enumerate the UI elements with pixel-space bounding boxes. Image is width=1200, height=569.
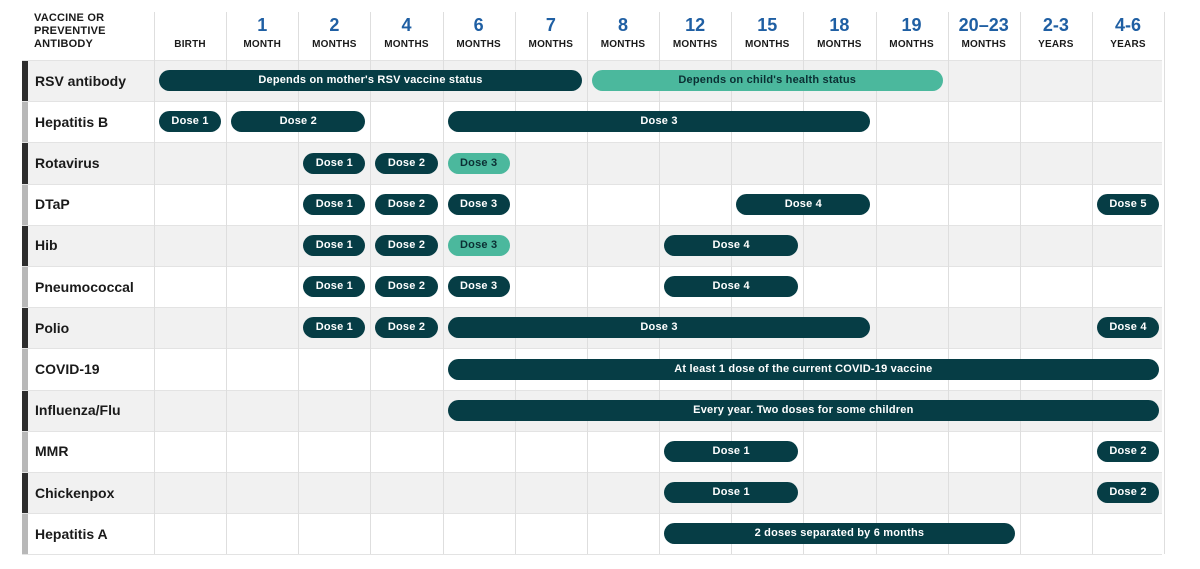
column-divider bbox=[226, 12, 227, 554]
vaccine-name: COVID-19 bbox=[35, 361, 100, 377]
age-column-header bbox=[587, 14, 659, 51]
dose-pill[interactable]: Dose 1 bbox=[303, 153, 365, 174]
vaccine-name: DTaP bbox=[35, 196, 70, 213]
row-divider bbox=[22, 513, 1162, 514]
age-number: 6 bbox=[473, 15, 484, 35]
row-marker bbox=[22, 225, 28, 266]
dose-pill[interactable]: Dose 1 bbox=[303, 194, 365, 215]
age-unit: BIRTH bbox=[174, 39, 206, 50]
column-divider bbox=[876, 12, 877, 554]
schedule-row bbox=[22, 225, 1162, 266]
dose-pill[interactable]: Dose 2 bbox=[375, 194, 437, 215]
age-number: 18 bbox=[829, 15, 850, 35]
vaccine-name: Hepatitis B bbox=[35, 113, 109, 130]
age-unit: MONTHS bbox=[744, 39, 790, 50]
row-divider bbox=[22, 142, 1162, 143]
age-unit: MONTHS bbox=[312, 39, 357, 50]
dose-pill[interactable]: Dose 2 bbox=[375, 276, 437, 297]
dose-pill[interactable]: Dose 3 bbox=[448, 235, 510, 256]
row-divider bbox=[22, 225, 1162, 226]
schedule-row bbox=[22, 142, 1162, 183]
row-marker bbox=[22, 513, 28, 554]
row-divider bbox=[22, 266, 1162, 267]
age-unit: MONTHS bbox=[889, 39, 934, 50]
vaccine-name: Chickenpox bbox=[35, 484, 115, 501]
age-unit: MONTHS bbox=[384, 39, 429, 50]
dose-pill[interactable]: 2 doses separated by 6 months bbox=[664, 523, 1015, 544]
dose-pill[interactable]: Dose 1 bbox=[159, 111, 221, 132]
dose-pill[interactable]: Dose 4 bbox=[1097, 317, 1159, 338]
age-unit: MONTHS bbox=[456, 39, 501, 50]
age-number: 4 bbox=[401, 15, 412, 35]
dose-pill[interactable]: Dose 3 bbox=[448, 317, 871, 338]
dose-pill[interactable]: Dose 4 bbox=[664, 235, 798, 256]
dose-pill[interactable]: Dose 2 bbox=[375, 153, 437, 174]
dose-pill[interactable]: Dose 1 bbox=[664, 441, 798, 462]
dose-pill[interactable]: Dose 3 bbox=[448, 276, 510, 297]
age-unit: MONTHS bbox=[672, 39, 718, 50]
age-column-header bbox=[515, 14, 587, 51]
age-unit: MONTHS bbox=[817, 39, 862, 50]
dose-pill[interactable]: Dose 4 bbox=[736, 194, 870, 215]
column-divider bbox=[154, 12, 155, 554]
age-column-header bbox=[803, 14, 875, 51]
row-marker bbox=[22, 60, 28, 101]
row-divider bbox=[22, 431, 1162, 432]
age-unit: YEARS bbox=[1038, 39, 1074, 50]
row-marker bbox=[22, 142, 28, 183]
age-number: 15 bbox=[757, 15, 778, 35]
column-divider bbox=[515, 12, 516, 554]
vaccine-name: MMR bbox=[35, 443, 69, 460]
dose-pill[interactable]: Dose 4 bbox=[664, 276, 798, 297]
row-divider bbox=[22, 60, 1162, 61]
age-unit: MONTHS bbox=[600, 39, 646, 50]
dose-pill[interactable]: Dose 3 bbox=[448, 153, 510, 174]
row-marker bbox=[22, 390, 28, 431]
age-number: 8 bbox=[617, 15, 628, 35]
age-column-header bbox=[948, 14, 1020, 51]
dose-pill[interactable]: Depends on mother's RSV vaccine status bbox=[159, 70, 582, 91]
row-divider bbox=[22, 184, 1162, 185]
vaccine-name: Hepatitis A bbox=[35, 525, 108, 542]
column-divider bbox=[803, 12, 804, 554]
age-number: 12 bbox=[685, 15, 706, 35]
schedule-row bbox=[22, 184, 1162, 225]
dose-pill[interactable]: Dose 1 bbox=[303, 276, 365, 297]
row-marker bbox=[22, 307, 28, 348]
dose-pill[interactable]: Dose 5 bbox=[1097, 194, 1159, 215]
column-divider bbox=[659, 12, 660, 554]
column-divider bbox=[370, 12, 371, 554]
dose-pill[interactable]: Every year. Two doses for some children bbox=[448, 400, 1160, 421]
age-column-header bbox=[731, 14, 803, 51]
dose-pill[interactable]: Depends on child's health status bbox=[592, 70, 943, 91]
column-divider bbox=[1092, 12, 1093, 554]
column-divider bbox=[587, 12, 588, 554]
column-divider bbox=[1164, 12, 1165, 554]
vaccine-name: Influenza/Flu bbox=[35, 402, 121, 419]
row-divider bbox=[22, 307, 1162, 308]
vaccine-name: RSV antibody bbox=[35, 72, 127, 89]
vaccine-name: Hib bbox=[35, 237, 58, 254]
age-column-header bbox=[1092, 14, 1164, 51]
vaccine-name: Polio bbox=[35, 319, 70, 336]
row-marker bbox=[22, 431, 28, 472]
age-column-header bbox=[1020, 14, 1092, 51]
age-number: 2-3 bbox=[1042, 15, 1069, 35]
dose-pill[interactable]: Dose 3 bbox=[448, 111, 871, 132]
age-number: 20–23 bbox=[958, 15, 1009, 35]
row-divider bbox=[22, 101, 1162, 102]
dose-pill[interactable]: Dose 2 bbox=[375, 235, 437, 256]
row-divider bbox=[22, 472, 1162, 473]
dose-pill[interactable]: Dose 2 bbox=[1097, 482, 1159, 503]
age-unit: YEARS bbox=[1110, 39, 1146, 50]
row-marker bbox=[22, 348, 28, 389]
age-unit: MONTH bbox=[243, 39, 282, 50]
dose-pill[interactable]: Dose 2 bbox=[1097, 441, 1159, 462]
age-unit: MONTHS bbox=[961, 39, 1006, 50]
dose-pill[interactable]: Dose 1 bbox=[664, 482, 798, 503]
vaccine-column-header: VACCINE OR PREVENTIVE ANTIBODY bbox=[34, 12, 106, 50]
age-number: 4-6 bbox=[1115, 15, 1142, 35]
vaccine-name: Pneumococcal bbox=[35, 278, 134, 295]
age-column-header bbox=[154, 14, 226, 51]
row-divider bbox=[22, 554, 1162, 555]
row-marker bbox=[22, 184, 28, 225]
column-divider bbox=[948, 12, 949, 554]
row-marker bbox=[22, 266, 28, 307]
age-number: 7 bbox=[545, 15, 556, 35]
age-number: 19 bbox=[901, 15, 922, 35]
age-column-header bbox=[370, 14, 442, 51]
age-column-header bbox=[226, 14, 298, 51]
age-column-header bbox=[298, 14, 370, 51]
schedule-row bbox=[22, 266, 1162, 307]
schedule-row bbox=[22, 431, 1162, 472]
column-divider bbox=[298, 12, 299, 554]
column-divider bbox=[443, 12, 444, 554]
age-column-header bbox=[876, 14, 948, 51]
age-unit: MONTHS bbox=[528, 39, 574, 50]
column-divider bbox=[1020, 12, 1021, 554]
row-divider bbox=[22, 348, 1162, 349]
dose-pill[interactable]: Dose 2 bbox=[375, 317, 437, 338]
row-marker bbox=[22, 472, 28, 513]
age-number bbox=[154, 14, 226, 36]
dose-pill[interactable]: Dose 1 bbox=[303, 317, 365, 338]
dose-pill[interactable]: Dose 1 bbox=[303, 235, 365, 256]
age-number: 1 bbox=[257, 15, 268, 35]
age-column-header bbox=[443, 14, 515, 51]
dose-pill[interactable]: Dose 3 bbox=[448, 194, 510, 215]
schedule-row bbox=[22, 472, 1162, 513]
row-divider bbox=[22, 390, 1162, 391]
dose-pill[interactable]: Dose 2 bbox=[231, 111, 365, 132]
vaccine-name: Rotavirus bbox=[35, 155, 100, 171]
age-column-header bbox=[659, 14, 731, 51]
age-number: 2 bbox=[329, 15, 340, 35]
row-marker bbox=[22, 101, 28, 142]
dose-pill[interactable]: At least 1 dose of the current COVID-19 vaccine bbox=[448, 359, 1160, 380]
